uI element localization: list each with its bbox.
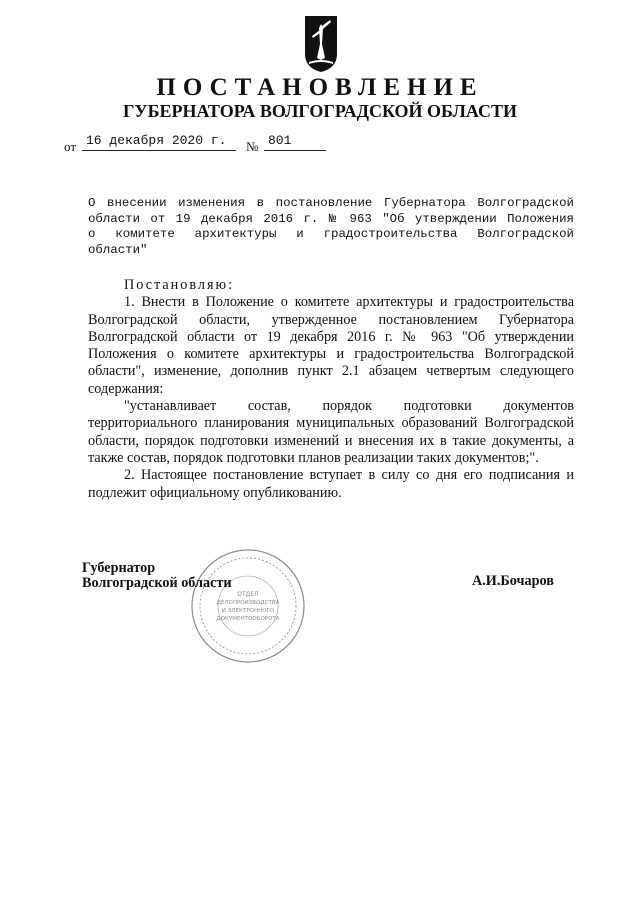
signatory-position bbox=[82, 561, 232, 591]
document-title: ПОСТАНОВЛЕНИЕ bbox=[156, 74, 484, 101]
subject-line: о комитете архитектуры и градостроительства Волгоградской области" bbox=[88, 227, 574, 257]
position-line: Волгоградской области bbox=[82, 575, 232, 591]
subject-heading bbox=[88, 196, 574, 258]
quoted-amendment: "устанавливает состав, порядок подготовки документов территориального планирования муниципальных образований Волгоградской области, порядок подготовки изменений и внесения их в такие документы, а также состав, порядок подготовки планов реализации таких документов;". bbox=[88, 398, 574, 466]
coat-of-arms-icon bbox=[303, 14, 339, 74]
stamp-line: ДЕЛОПРОИЗВОДСТВА bbox=[216, 600, 280, 606]
date-value: 16 декабря 2020 г. bbox=[82, 134, 236, 151]
signatory-name: А.И.Бочаров bbox=[472, 573, 554, 589]
stamp-line: ДОКУМЕНТООБОРОТА bbox=[216, 616, 280, 622]
document-subtitle: ГУБЕРНАТОРА ВОЛГОГРАДСКОЙ ОБЛАСТИ bbox=[122, 101, 518, 121]
paragraph-item-2: 2. Настоящее постановление вступает в силу со дня его подписания и подлежит официальному опубликованию. bbox=[88, 467, 574, 501]
stamp-line: ОТДЕЛ bbox=[237, 591, 259, 598]
document-body bbox=[88, 277, 574, 502]
paragraph-item-1: 1. Внести в Положение о комитете архитектуры и градостроительства Волгоградской области, утвержденное постановлением Губернатора Волгоградской области от 19 декабря 2016 г. № 963 "Об утверждении Положения о комитете архитектуры и градостроительства Волгоградской области", изменение, дополнив пункт 2.1 абзацем четвертым следующего содержания: bbox=[88, 294, 574, 397]
number-value: 801 bbox=[264, 134, 326, 151]
position-line: Губернатор bbox=[82, 560, 156, 576]
number-label: № bbox=[246, 139, 259, 154]
stamp-line: И ЭЛЕКТРОННОГО bbox=[221, 608, 275, 614]
subject-line: О внесении изменения в постановление Губернатора Волгоградской bbox=[88, 196, 574, 210]
resolve-phrase: Постановляю: bbox=[124, 277, 235, 293]
subject-line: области от 19 декабря 2016 г. № 963 "Об утверждении Положения bbox=[88, 211, 574, 226]
date-number-line bbox=[64, 134, 364, 154]
date-label: от bbox=[64, 139, 77, 154]
